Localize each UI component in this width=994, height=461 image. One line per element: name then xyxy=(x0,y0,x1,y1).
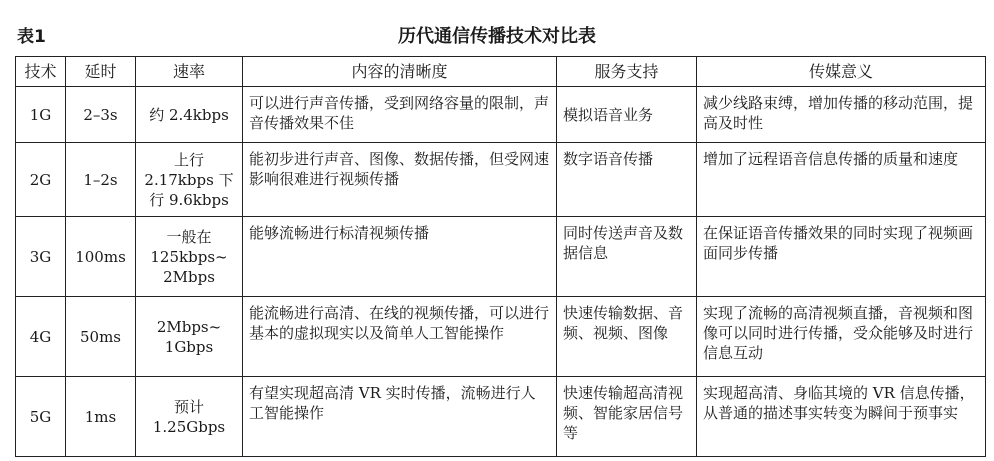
cell-meaning: 实现超高清、身临其境的 VR 信息传播，从普通的描述事实转变为瞬间于预事实 xyxy=(697,377,986,457)
document-header xyxy=(0,0,994,52)
cell-meaning: 增加了远程语音信息传播的质量和速度 xyxy=(697,143,986,217)
table-row xyxy=(16,377,986,457)
cell-delay: 1–2s xyxy=(66,143,136,217)
cell-clarity: 能初步进行声音、图像、数据传播，但受网速影响很难进行视频传播 xyxy=(243,143,557,217)
cell-delay: 2–3s xyxy=(66,87,136,143)
table-header-row xyxy=(16,57,986,87)
comparison-table xyxy=(15,56,986,457)
table-title: 历代通信传播技术对比表 xyxy=(398,26,596,47)
cell-meaning: 减少线路束缚，增加传播的移动范围，提高及时性 xyxy=(697,87,986,143)
cell-service: 同时传送声音及数据信息 xyxy=(557,217,697,297)
cell-service: 数字语音传播 xyxy=(557,143,697,217)
cell-delay: 1ms xyxy=(66,377,136,457)
cell-meaning: 实现了流畅的高清视频直播，音视频和图像可以同时进行传播，受众能够及时进行信息互动 xyxy=(697,297,986,377)
cell-delay: 100ms xyxy=(66,217,136,297)
cell-service: 模拟语音业务 xyxy=(557,87,697,143)
table-row xyxy=(16,297,986,377)
cell-meaning: 在保证语音传播效果的同时实现了视频画面同步传播 xyxy=(697,217,986,297)
table-label: 表1 xyxy=(17,27,46,47)
cell-clarity: 可以进行声音传播，受到网络容量的限制，声音传播效果不佳 xyxy=(243,87,557,143)
cell-clarity: 有望实现超高清 VR 实时传播，流畅进行人工智能操作 xyxy=(243,377,557,457)
cell-delay: 50ms xyxy=(66,297,136,377)
cell-tech: 4G xyxy=(16,297,66,377)
table-row xyxy=(16,143,986,217)
column-header-delay: 延时 xyxy=(66,57,136,87)
cell-service: 快速传输超高清视频、智能家居信号等 xyxy=(557,377,697,457)
column-header-tech: 技术 xyxy=(16,57,66,87)
cell-rate: 预计 1.25Gbps xyxy=(136,377,243,457)
cell-rate: 2Mbps~ 1Gbps xyxy=(136,297,243,377)
cell-tech: 3G xyxy=(16,217,66,297)
cell-rate: 上行 2.17kbps 下行 9.6kbps xyxy=(136,143,243,217)
column-header-service: 服务支持 xyxy=(557,57,697,87)
cell-clarity: 能流畅进行高清、在线的视频传播，可以进行基本的虚拟现实以及简单人工智能操作 xyxy=(243,297,557,377)
cell-tech: 1G xyxy=(16,87,66,143)
cell-clarity: 能够流畅进行标清视频传播 xyxy=(243,217,557,297)
cell-rate: 约 2.4kbps xyxy=(136,87,243,143)
cell-tech: 5G xyxy=(16,377,66,457)
column-header-meaning: 传媒意义 xyxy=(697,57,986,87)
cell-service: 快速传输数据、音频、视频、图像 xyxy=(557,297,697,377)
column-header-rate: 速率 xyxy=(136,57,243,87)
table-row xyxy=(16,217,986,297)
table-row xyxy=(16,87,986,143)
cell-tech: 2G xyxy=(16,143,66,217)
column-header-clarity: 内容的清晰度 xyxy=(243,57,557,87)
cell-rate: 一般在 125kbps~ 2Mbps xyxy=(136,217,243,297)
